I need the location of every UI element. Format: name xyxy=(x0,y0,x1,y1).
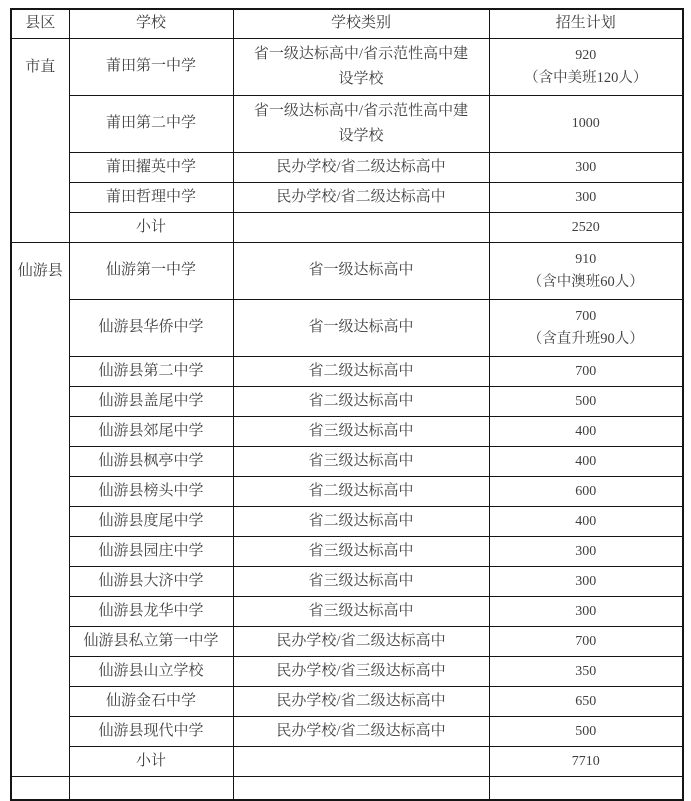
enrollment-plan-cell xyxy=(489,747,683,777)
table-row xyxy=(11,507,683,537)
enrollment-plan-number: 7710 xyxy=(571,753,600,769)
empty-cell xyxy=(11,777,69,801)
enrollment-plan-number: 500 xyxy=(575,723,597,739)
table-row xyxy=(11,717,683,747)
header-category: 学校类别 xyxy=(233,9,489,39)
school-category-text: 民办学校/省三级达标高中 xyxy=(276,662,446,679)
enrollment-plan-cell xyxy=(489,387,683,417)
school-category-text: 省三级达标高中 xyxy=(308,602,414,619)
school-category-cell xyxy=(233,717,489,747)
enrollment-plan-cell xyxy=(489,357,683,387)
enrollment-plan-cell xyxy=(489,567,683,597)
school-name-cell: 莆田第二中学 xyxy=(69,96,233,153)
table-row-partial xyxy=(11,777,683,801)
school-name-cell: 仙游县龙华中学 xyxy=(69,597,233,627)
enrollment-plan-note: （含中澳班60人） xyxy=(527,274,644,291)
enrollment-plan-cell xyxy=(489,447,683,477)
table-body xyxy=(11,39,683,801)
school-category-cell xyxy=(233,687,489,717)
school-category-text: 民办学校/省二级达标高中 xyxy=(276,158,446,175)
table-row xyxy=(11,597,683,627)
school-category-text: 省三级达标高中 xyxy=(308,572,414,589)
enrollment-plan-cell xyxy=(489,717,683,747)
school-category-cell xyxy=(233,243,489,300)
enrollment-plan-cell xyxy=(489,537,683,567)
table-row xyxy=(11,357,683,387)
enrollment-plan-cell xyxy=(489,657,683,687)
header-plan: 招生计划 xyxy=(489,9,683,39)
school-category-text: 省三级达标高中 xyxy=(308,542,414,559)
enrollment-plan-number: 400 xyxy=(575,513,597,529)
enrollment-plan-cell xyxy=(489,96,683,153)
enrollment-plan-cell xyxy=(489,477,683,507)
school-category-cell xyxy=(233,357,489,387)
enrollment-plan-number: 910 xyxy=(575,252,597,268)
enrollment-plan-cell xyxy=(489,39,683,96)
district-cell xyxy=(11,243,69,777)
enrollment-plan-cell xyxy=(489,417,683,447)
enrollment-plan-number: 2520 xyxy=(571,219,600,235)
school-category-cell xyxy=(233,387,489,417)
school-name-cell: 仙游县度尾中学 xyxy=(69,507,233,537)
enrollment-plan-number: 700 xyxy=(575,309,597,325)
school-name-cell: 仙游县私立第一中学 xyxy=(69,627,233,657)
enrollment-plan-number: 300 xyxy=(575,189,597,205)
school-category-cell xyxy=(233,183,489,213)
table-row xyxy=(11,387,683,417)
table-row xyxy=(11,447,683,477)
enrollment-plan-number: 300 xyxy=(575,543,597,559)
enrollment-plan-number: 700 xyxy=(575,633,597,649)
enrollment-plan-number: 400 xyxy=(575,453,597,469)
table-row xyxy=(11,657,683,687)
table-row xyxy=(11,477,683,507)
school-category-cell xyxy=(233,417,489,447)
school-category-text: 省一级达标高中/省示范性高中建设学校 xyxy=(253,102,469,144)
table-row xyxy=(11,213,683,243)
enrollment-plan-cell xyxy=(489,243,683,300)
enrollment-plan-number: 350 xyxy=(575,663,597,679)
school-category-cell xyxy=(233,537,489,567)
school-category-cell xyxy=(233,213,489,243)
table-row xyxy=(11,417,683,447)
school-category-text: 民办学校/省二级达标高中 xyxy=(276,632,446,649)
enrollment-plan-cell xyxy=(489,507,683,537)
district-label: 仙游县 xyxy=(17,263,63,280)
school-category-cell xyxy=(233,300,489,357)
school-name-cell: 仙游县华侨中学 xyxy=(69,300,233,357)
enrollment-plan-note: （含直升班90人） xyxy=(527,331,644,348)
subtotal-label-cell: 小计 xyxy=(69,213,233,243)
enrollment-plan-note: （含中美班120人） xyxy=(524,70,648,87)
district-cell xyxy=(11,39,69,243)
enrollment-plan-cell xyxy=(489,183,683,213)
school-category-text: 民办学校/省二级达标高中 xyxy=(276,692,446,709)
school-category-cell xyxy=(233,447,489,477)
empty-cell xyxy=(69,777,233,801)
enrollment-plan-number: 300 xyxy=(575,573,597,589)
school-category-cell xyxy=(233,597,489,627)
school-category-text: 省三级达标高中 xyxy=(308,422,414,439)
table-row xyxy=(11,39,683,96)
school-name-cell: 仙游县枫亭中学 xyxy=(69,447,233,477)
school-category-cell xyxy=(233,657,489,687)
empty-cell xyxy=(233,777,489,801)
school-name-cell: 仙游县榜头中学 xyxy=(69,477,233,507)
school-name-cell: 仙游县园庄中学 xyxy=(69,537,233,567)
school-name-cell: 仙游第一中学 xyxy=(69,243,233,300)
table-row xyxy=(11,96,683,153)
enrollment-plan-number: 300 xyxy=(575,603,597,619)
enrollment-plan-cell xyxy=(489,300,683,357)
school-name-cell: 仙游金石中学 xyxy=(69,687,233,717)
enrollment-plan-number: 920 xyxy=(575,48,597,64)
school-category-cell xyxy=(233,39,489,96)
school-category-text: 省一级达标高中 xyxy=(308,319,414,336)
school-category-cell xyxy=(233,627,489,657)
school-name-cell: 仙游县现代中学 xyxy=(69,717,233,747)
school-name-cell: 仙游县大济中学 xyxy=(69,567,233,597)
table-row xyxy=(11,243,683,300)
school-name-cell: 莆田擢英中学 xyxy=(69,153,233,183)
school-name-cell: 仙游县山立学校 xyxy=(69,657,233,687)
school-category-text: 省三级达标高中 xyxy=(308,452,414,469)
school-name-cell: 莆田哲理中学 xyxy=(69,183,233,213)
school-category-cell xyxy=(233,747,489,777)
school-category-text: 省二级达标高中 xyxy=(308,392,414,409)
table-row xyxy=(11,183,683,213)
school-name-cell: 仙游县第二中学 xyxy=(69,357,233,387)
table-row xyxy=(11,747,683,777)
enrollment-plan-table xyxy=(10,8,684,801)
enrollment-plan-cell xyxy=(489,627,683,657)
table-row xyxy=(11,300,683,357)
enrollment-plan-number: 1000 xyxy=(571,116,600,132)
school-category-cell xyxy=(233,96,489,153)
header-district: 县区 xyxy=(11,9,69,39)
school-category-text: 省二级达标高中 xyxy=(308,482,414,499)
enrollment-plan-cell xyxy=(489,213,683,243)
enrollment-plan-number: 300 xyxy=(575,159,597,175)
school-name-cell: 仙游县盖尾中学 xyxy=(69,387,233,417)
school-category-text: 省一级达标高中 xyxy=(308,262,414,279)
table-row xyxy=(11,153,683,183)
school-name-cell: 仙游县郊尾中学 xyxy=(69,417,233,447)
enrollment-plan-number: 650 xyxy=(575,693,597,709)
subtotal-label-cell: 小计 xyxy=(69,747,233,777)
enrollment-plan-cell xyxy=(489,597,683,627)
header-school: 学校 xyxy=(69,9,233,39)
school-category-text: 省一级达标高中/省示范性高中建设学校 xyxy=(253,45,469,87)
enrollment-plan-cell xyxy=(489,687,683,717)
empty-cell xyxy=(489,777,683,801)
table-row xyxy=(11,627,683,657)
enrollment-plan-number: 700 xyxy=(575,363,597,379)
school-category-text: 民办学校/省二级达标高中 xyxy=(276,188,446,205)
table-row xyxy=(11,537,683,567)
school-category-cell xyxy=(233,477,489,507)
school-category-cell xyxy=(233,507,489,537)
school-category-cell xyxy=(233,153,489,183)
school-category-text: 省二级达标高中 xyxy=(308,512,414,529)
school-name-cell: 莆田第一中学 xyxy=(69,39,233,96)
table-row xyxy=(11,567,683,597)
enrollment-plan-number: 500 xyxy=(575,393,597,409)
table-header-row xyxy=(11,9,683,39)
district-label: 市直 xyxy=(25,59,56,76)
school-category-text: 省二级达标高中 xyxy=(308,362,414,379)
enrollment-plan-number: 600 xyxy=(575,483,597,499)
table-row xyxy=(11,687,683,717)
enrollment-plan-number: 400 xyxy=(575,423,597,439)
school-category-cell xyxy=(233,567,489,597)
school-category-text: 民办学校/省二级达标高中 xyxy=(276,722,446,739)
enrollment-plan-cell xyxy=(489,153,683,183)
